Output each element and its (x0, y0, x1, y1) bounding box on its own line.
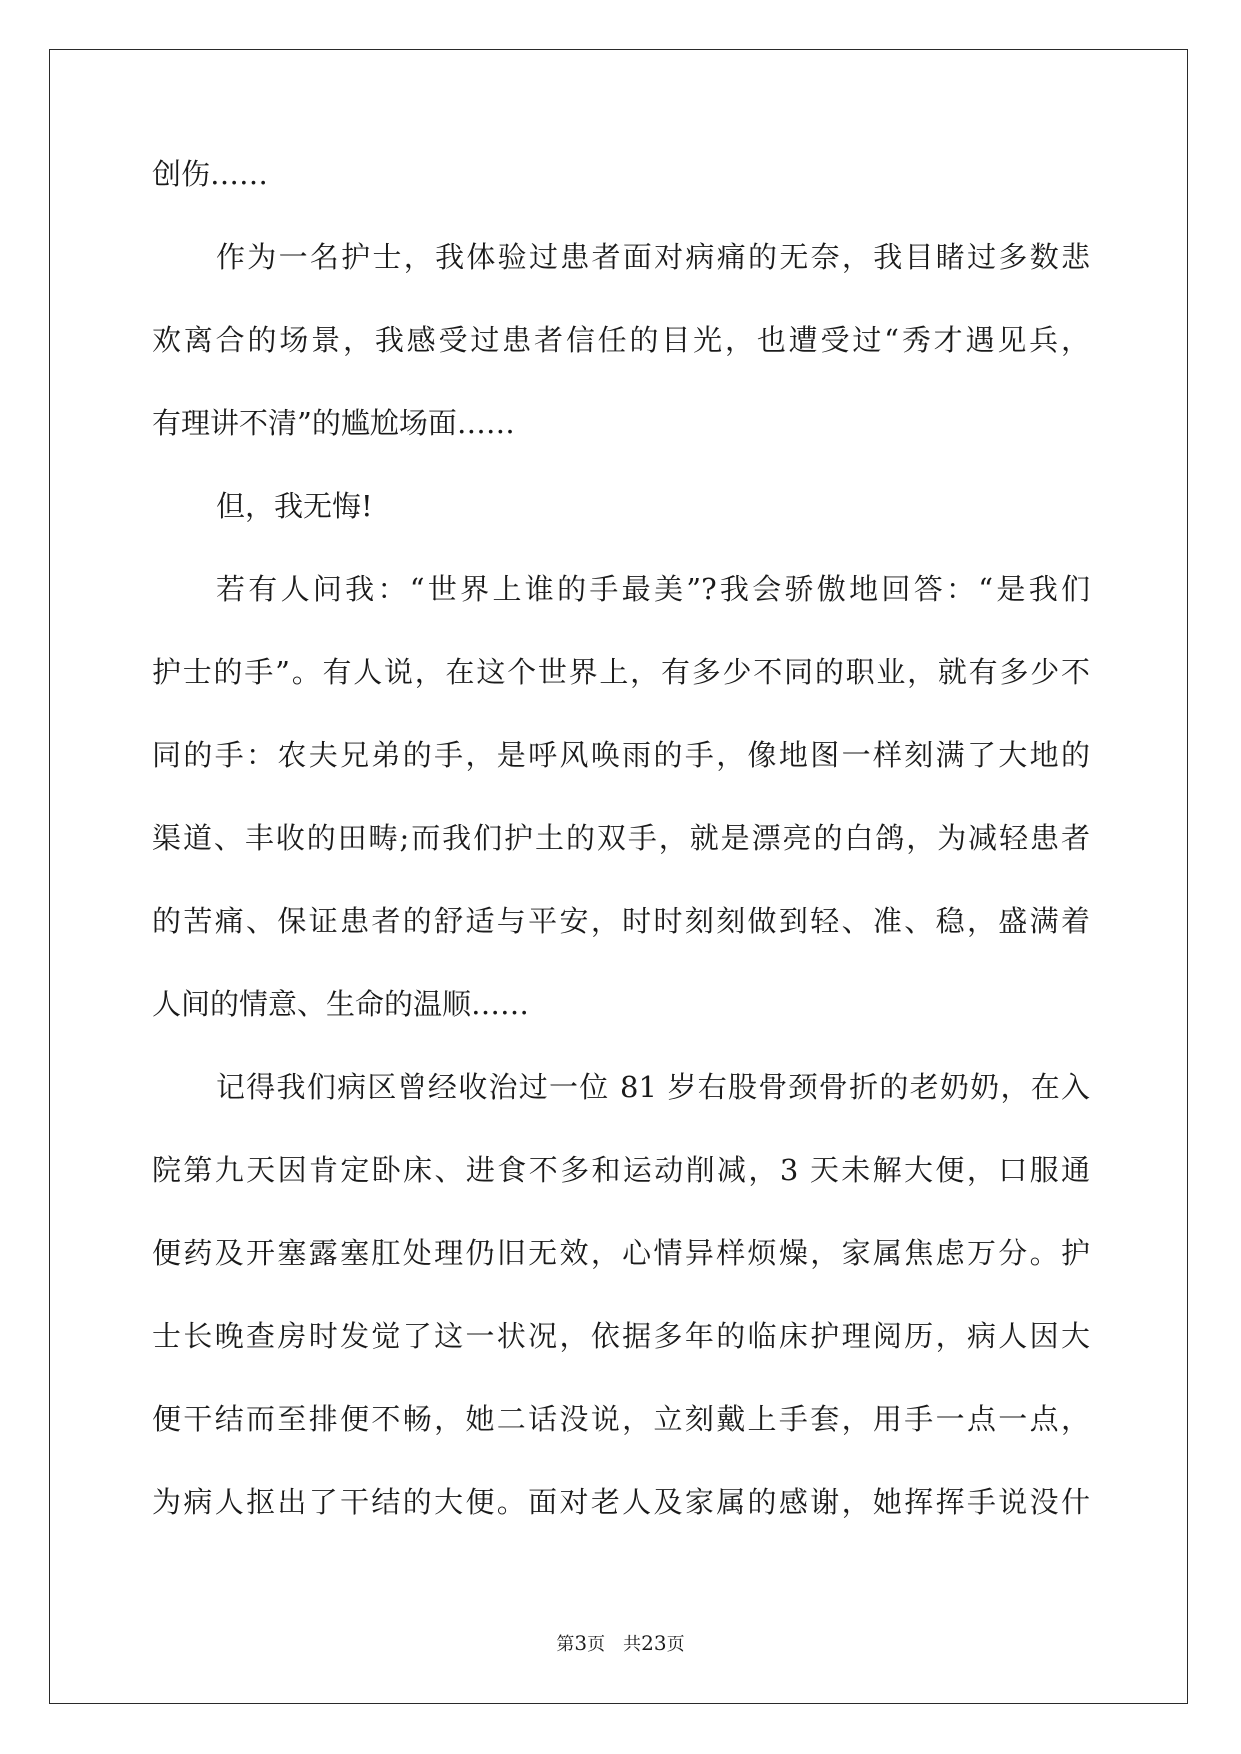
text-line: 创伤…… (152, 157, 269, 191)
footer-page-number: 3 (574, 1631, 588, 1655)
text-line: 士长晚查房时发觉了这一状况，依据多年的临床护理阅历，病人因大 (152, 1319, 1090, 1353)
footer-total-pages: 23 (641, 1631, 667, 1655)
text-line: 同的手：农夫兄弟的手，是呼风唤雨的手，像地图一样刻满了大地的 (152, 738, 1090, 772)
text-line: 便干结而至排便不畅，她二话没说，立刻戴上手套，用手一点一点， (152, 1402, 1090, 1436)
footer-total-suffix: 页 (666, 1634, 685, 1655)
text-line: 记得我们病区曾经收治过一位 81 岁右股骨颈骨折的老奶奶，在入 (216, 1070, 1090, 1104)
text-line: 护士的手”。有人说，在这个世界上，有多少不同的职业，就有多少不 (152, 655, 1090, 689)
text-line: 有理讲不清”的尴尬场面…… (152, 406, 515, 440)
document-body (152, 155, 1090, 1566)
text-line: 人间的情意、生命的温顺…… (152, 987, 530, 1021)
footer-page-suffix: 页 (587, 1634, 606, 1655)
text-line: 作为一名护士，我体验过患者面对病痛的无奈，我目睹过多数悲 (216, 240, 1090, 274)
text-line: 院第九天因肯定卧床、进食不多和运动削减，3 天未解大便，口服通 (152, 1153, 1090, 1187)
text-line: 但，我无悔! (216, 489, 373, 523)
text-line: 为病人抠出了干结的大便。面对老人及家属的感谢，她挥挥手说没什 (152, 1485, 1090, 1519)
page-footer (0, 1630, 1241, 1656)
text-line: 渠道、丰收的田畴;而我们护土的双手，就是漂亮的白鸽，为减轻患者 (152, 821, 1090, 855)
text-line: 若有人问我：“世界上谁的手最美”?我会骄傲地回答：“是我们 (216, 572, 1090, 606)
footer-page-prefix: 第 (556, 1634, 575, 1655)
text-line: 欢离合的场景，我感受过患者信任的目光，也遭受过“秀才遇见兵， (152, 323, 1090, 357)
text-line: 的苦痛、保证患者的舒适与平安，时时刻刻做到轻、准、稳，盛满着 (152, 904, 1090, 938)
text-line: 便药及开塞露塞肛处理仍旧无效，心情异样烦燥，家属焦虑万分。护 (152, 1236, 1090, 1270)
footer-total-prefix: 共 (623, 1634, 642, 1655)
